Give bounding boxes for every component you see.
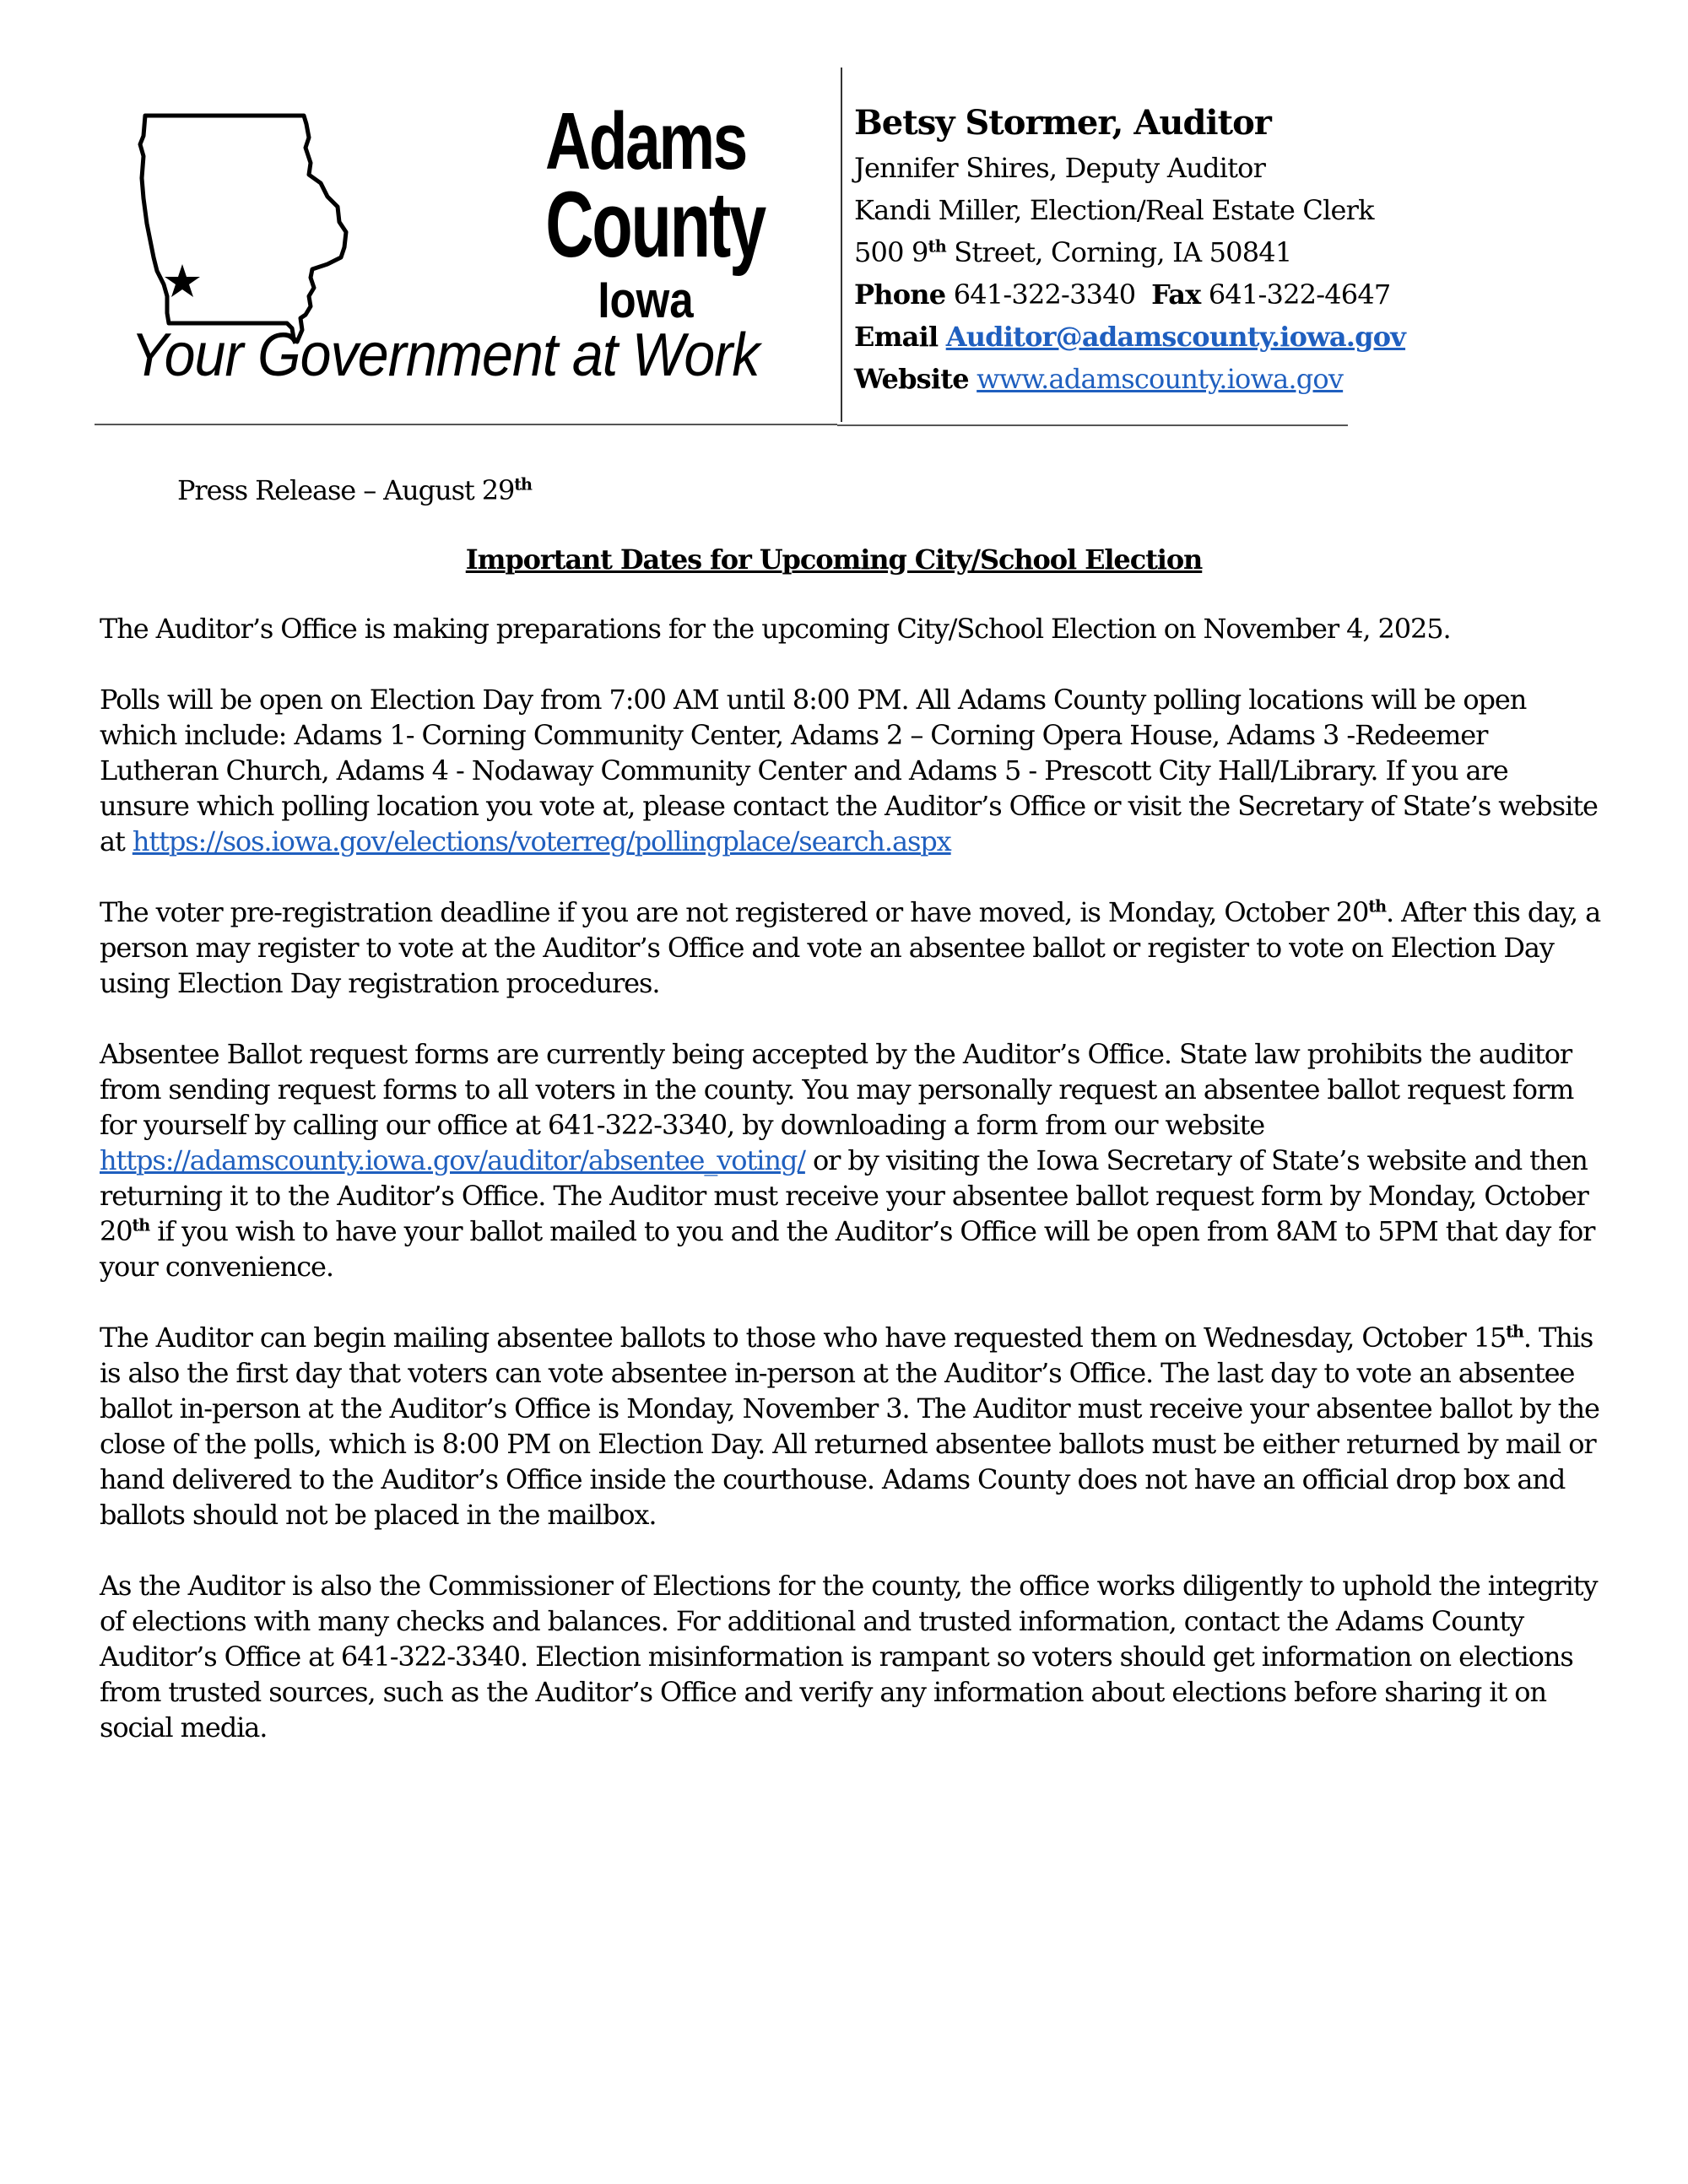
- header-divider: [837, 424, 1348, 426]
- email-line: [854, 316, 1405, 358]
- phone-label: Phone: [854, 278, 946, 311]
- phone-number: 641-322-3340: [953, 278, 1136, 311]
- deputy-auditor: Jennifer Shires, Deputy Auditor: [854, 152, 1266, 184]
- county-line-2: County: [545, 173, 765, 277]
- website-line: [854, 358, 1405, 400]
- election-clerk: Kandi Miller, Election/Real Estate Clerk: [854, 194, 1374, 226]
- ordinal-suffix: th: [132, 1215, 150, 1235]
- paragraph-registration-deadline: [100, 895, 1602, 1001]
- paragraph-text: Absentee Ballot request forms are currently being accepted by the Auditor’s Office. State law prohibits the auditor from sending request forms to all voters in the county. You may personally request an absentee ballot request form for yourself by calling our office at 641-322-3340, by downloading a form from our website: [100, 1038, 1574, 1141]
- iowa-map-icon: [135, 97, 473, 350]
- website-link[interactable]: www.adamscounty.iowa.gov: [977, 363, 1344, 395]
- header-divider: [95, 424, 837, 425]
- phone-fax: [854, 273, 1405, 316]
- email-link[interactable]: Auditor@adamscounty.iowa.gov: [945, 321, 1406, 353]
- fax-number: 641-322-4647: [1208, 278, 1391, 311]
- paragraph-polling-locations: [100, 682, 1602, 859]
- paragraph-text: Polls will be open on Election Day from 7:00 AM until 8:00 PM. All Adams County polling locations will be open which include: Adams 1- Corning Community Center, Adams 2 – Corning Opera House, Adams 3 -Redeemer Lutheran Church, Adams 4 - Nodaway Community Center and Adams 5 - Prescott City Hall/Library. If you are unsure which polling location you vote at, please contact the Auditor’s Office or visit the Secretary of State’s website at: [100, 684, 1598, 857]
- paragraph-commissioner: As the Auditor is also the Commissioner of Elections for the county, the office works diligently to uphold the integrity of elections with many checks and balances. For additional and trusted information, contact the Adams County Auditor’s Office at 641-322-3340. Election misinformation is rampant so voters should get information on elections from trusted sources, such as the Auditor’s Office and verify any information about elections before sharing it on social media.: [100, 1570, 1598, 1743]
- press-release-body: [100, 473, 1602, 1781]
- star-icon: [165, 264, 200, 297]
- paragraph-absentee-mailing: [100, 1320, 1602, 1533]
- paragraph-text: The Auditor can begin mailing absentee ballots to those who have requested them on Wednesday, October 15: [100, 1322, 1507, 1354]
- polling-place-link[interactable]: https://sos.iowa.gov/elections/voterreg/pollingplace/search.aspx: [132, 825, 951, 857]
- county-line-1: Adams: [545, 96, 746, 187]
- website-label: Website: [854, 363, 969, 395]
- county-name: [506, 96, 785, 328]
- paragraph-intro: The Auditor’s Office is making preparations for the upcoming City/School Election on November 4, 2025.: [100, 613, 1451, 645]
- press-release-label: Press Release – August 29: [177, 474, 515, 506]
- county-logo: [110, 80, 836, 418]
- tagline: Your Government at Work: [131, 322, 760, 389]
- ordinal-suffix: th: [1506, 1322, 1523, 1342]
- contact-block: [854, 100, 1405, 400]
- address: [854, 231, 1405, 273]
- header-divider-vertical: [841, 68, 842, 422]
- absentee-voting-link[interactable]: https://adamscounty.iowa.gov/auditor/absentee_voting/: [100, 1144, 805, 1176]
- email-label: Email: [854, 321, 939, 353]
- document-title: Important Dates for Upcoming City/School Election: [465, 543, 1203, 576]
- fax-label: Fax: [1151, 278, 1201, 311]
- paragraph-absentee-request: [100, 1036, 1602, 1284]
- ordinal-suffix: th: [514, 474, 532, 495]
- press-release-date: [177, 473, 1602, 508]
- state-name: Iowa: [598, 272, 694, 328]
- paragraph-text: if you wish to have your ballot mailed to you and the Auditor’s Office will be open from 8AM to 5PM that day for your convenience.: [100, 1215, 1595, 1283]
- paragraph-text: The voter pre-registration deadline if you are not registered or have moved, is Monday, October 20: [100, 896, 1369, 928]
- paragraph-text: . After this day, a person may register to vote at the Auditor’s Office and vote an absentee ballot or register to vote on Election Day using Election Day registration procedures.: [100, 896, 1601, 999]
- paragraph-text: . This is also the first day that voters can vote absentee in-person at the Auditor’s Office. The last day to vote an absentee ballot in-person at the Auditor’s Office is Monday, November 3. The Auditor must receive your absentee ballot by the close of the polls, which is 8:00 PM on Election Day. All returned absentee ballots must be either returned by mail or hand delivered to the Auditor’s Office inside the courthouse. Adams County does not have an official drop box and ballots should not be placed in the mailbox.: [100, 1322, 1599, 1531]
- address-street: Street, Corning, IA 50841: [945, 236, 1292, 268]
- ordinal-suffix: th: [1368, 896, 1386, 916]
- ordinal-suffix: th: [928, 236, 946, 257]
- auditor-name: Betsy Stormer, Auditor: [854, 103, 1271, 143]
- address-number: 500 9: [854, 236, 928, 268]
- paragraph-text: or by visiting the Iowa Secretary of State’s website and then returning it to the Auditor’s Office. The Auditor must receive your absentee ballot request form by Monday, October 20: [100, 1144, 1588, 1247]
